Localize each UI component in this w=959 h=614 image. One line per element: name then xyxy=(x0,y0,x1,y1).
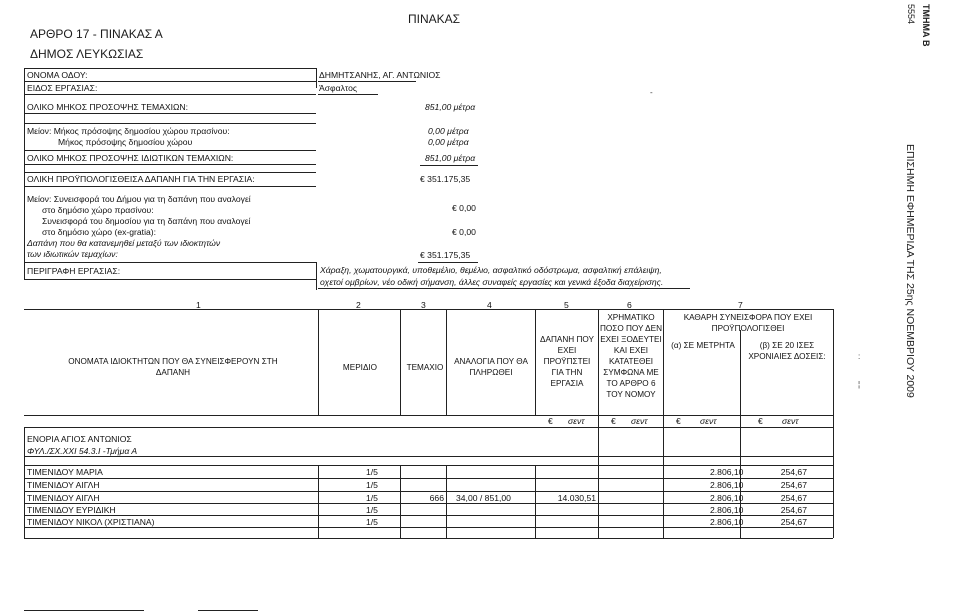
description-line-1: Χάραξη, χωματουργικά, υποθεμέλιο, θεμέλιο, ασφαλτικό οδόστρωμα, ασφαλτική επάλειψη, xyxy=(320,265,662,275)
deposit-column-header: ΧΡΗΜΑΤΙΚΟ ΠΟΣΟ ΠΟΥ ΔΕΝ ΕΧΕΙ ΞΟΔΕΥΤΕΙ ΚΑΙ ΕΧΕΙ ΚΑΤΑΤΕΘΕΙ ΣΥΜΦΩΝΑ ΜΕ ΤΟ ΑΡΘΡΟ 6 ΤΟΥ ΝΟΜΟΥ xyxy=(600,313,662,399)
col-number-7: 7 xyxy=(738,300,743,310)
contrib-state-value: € 0,00 xyxy=(452,227,476,237)
installment-amount: 254,67 xyxy=(780,480,807,490)
owner-share: 1/5 xyxy=(366,505,378,515)
scan-mark: : xyxy=(858,352,861,361)
description-line-2: οχετοί ομβρίων, νέο οδική σήμανση, άλλες συναφείς εργασίες και γενικά έξοδα διαχείρισης. xyxy=(320,277,664,287)
rule xyxy=(318,288,690,289)
cash-amount: 2.806,10 xyxy=(710,517,744,527)
ratio-column-header: ΑΝΑΛΟΓΙΑ ΠΟΥ ΘΑ ΠΛΗΡΩΘΕΙ xyxy=(454,357,528,377)
rule xyxy=(24,150,316,151)
description-label: ΠΕΡΙΓΡΑΦΗ ΕΡΓΑΣΙΑΣ: xyxy=(27,266,121,276)
currency-cent: σεντ xyxy=(700,416,717,426)
rule xyxy=(24,113,316,114)
installment-amount: 254,67 xyxy=(780,467,807,477)
rule xyxy=(316,68,317,88)
contrib-state-label-1: Συνεισφορά του δημοσίου για τη δαπάνη που αναλογεί xyxy=(42,216,251,226)
road-name-value: ΔΗΜΗΤΣΑΝΗΣ, ΑΓ. ΑΝΤΩΝΙΟΣ xyxy=(319,70,441,80)
rule xyxy=(24,94,316,95)
table-rule xyxy=(663,309,664,538)
total-frontage-label: ΟΛΙΚΟ ΜΗΚΟΣ ΠΡΟΣΟΨΗΣ ΤΕΜΑΧΙΩΝ: xyxy=(27,102,188,112)
table-rule xyxy=(535,309,536,415)
table-rule xyxy=(318,309,319,415)
article-title: ΑΡΘΡΟ 17 - ΠΙΝΑΚΑΣ Α xyxy=(30,27,163,41)
table-rule xyxy=(24,456,833,457)
work-type-label: ΕΙΔΟΣ ΕΡΓΑΣΙΑΣ: xyxy=(27,83,98,93)
table-rule xyxy=(24,309,833,310)
rule xyxy=(24,262,316,263)
table-rule xyxy=(446,309,447,415)
parish-label: ΕΝΟΡΙΑ ΑΓΙΟΣ ΑΝΤΩΝΙΟΣ xyxy=(27,434,132,444)
owner-share: 1/5 xyxy=(366,480,378,490)
minus-green-value: 0,00 μέτρα xyxy=(428,126,469,136)
road-name-label: ΟΝΟΜΑ ΟΔΟΥ: xyxy=(27,70,88,80)
contrib-municipality-label-1: Μείον: Συνεισφορά του Δήμου για τη δαπάνη που αναλογεί xyxy=(27,194,251,204)
gazette-number: 5554 xyxy=(906,4,916,25)
owner-name: ΤΙΜΕΝΙΔΟΥ ΑΙΓΛΗ xyxy=(27,493,100,503)
rule xyxy=(418,262,478,263)
currency-euro: € xyxy=(548,416,553,426)
rule xyxy=(24,81,316,82)
rule xyxy=(24,68,25,279)
contrib-state-label-2: στο δημόσιο χώρο (ex-gratia): xyxy=(42,227,157,237)
plot-column-header: ΤΕΜΑΧΙΟ xyxy=(406,363,444,372)
owners-column-header: ΟΝΟΜΑΤΑ ΙΔΙΟΚΤΗΤΩΝ ΠΟΥ ΘΑ ΣΥΝΕΙΣΦΕΡΟΥΝ ΣΤΗ ΔΑΠΑΝΗ xyxy=(68,357,278,377)
table-rule xyxy=(598,309,599,538)
installments-column-header: (β) ΣΕ 20 ΙΣΕΣ ΧΡΟΝΙΑΙΕΣ ΔΟΣΕΙΣ: xyxy=(748,341,826,361)
table-rule xyxy=(24,610,144,611)
rule xyxy=(24,172,316,173)
rule xyxy=(24,186,316,187)
budget-value: € 351.175,35 xyxy=(420,174,471,184)
private-frontage-label: ΟΛΙΚΟ ΜΗΚΟΣ ΠΡΟΣΟΨΗΣ ΙΔΙΩΤΙΚΩΝ ΤΕΜΑΧΙΩΝ: xyxy=(27,153,234,163)
col-number-5: 5 xyxy=(564,300,569,310)
cash-amount: 2.806,10 xyxy=(710,480,744,490)
rule xyxy=(420,165,478,166)
table-rule xyxy=(24,515,833,516)
table-rule xyxy=(400,465,401,538)
contrib-municipality-label-2: στο δημόσιο χώρο πρασίνου: xyxy=(42,205,154,215)
ratio-value: 34,00 / 851,00 xyxy=(456,493,511,503)
installment-amount: 254,67 xyxy=(780,505,807,515)
table-rule xyxy=(24,527,833,528)
owner-name: ΤΙΜΕΝΙΔΟΥ ΜΑΡΙΑ xyxy=(27,467,103,477)
table-rule xyxy=(24,465,833,466)
gazette-title: ΕΠΙΣΗΜΗ ΕΦΗΜΕΡΙΔΑ ΤΗΣ 25ης ΝΟΕΜΒΡΙΟΥ 2009 xyxy=(904,144,916,398)
public-space-value: 0,00 μέτρα xyxy=(428,137,469,147)
share-column-header: ΜΕΡΙΔΙΟ xyxy=(342,363,378,372)
total-frontage-value: 851,00 μέτρα xyxy=(425,102,476,112)
work-type-value: Άσφαλτος xyxy=(319,83,358,93)
gazette-part: ΤΜΗΜΑ Β xyxy=(921,4,931,47)
col-number-6: 6 xyxy=(627,300,632,310)
contrib-municipality-value: € 0,00 xyxy=(452,203,476,213)
cost-value: 14.030,51 xyxy=(557,493,596,503)
owner-share: 1/5 xyxy=(366,517,378,527)
cash-amount: 2.806,10 xyxy=(710,505,744,515)
col-number-3: 3 xyxy=(421,300,426,310)
table-rule xyxy=(24,503,833,504)
installment-amount: 254,67 xyxy=(780,517,807,527)
rule xyxy=(24,164,316,165)
table-rule xyxy=(535,465,536,538)
table-rule xyxy=(24,478,833,479)
scan-mark: ¦ xyxy=(858,380,861,389)
shared-cost-label-2: των ιδιωτικών τεμαχίων: xyxy=(27,249,118,259)
installment-amount: 254,67 xyxy=(780,493,807,503)
col-number-2: 2 xyxy=(356,300,361,310)
municipality-title: ΔΗΜΟΣ ΛΕΥΚΩΣΙΑΣ xyxy=(30,47,144,61)
currency-cent: σεντ xyxy=(568,416,585,426)
sheet-label: ΦΥΛ./ΣΧ.ΧΧΙ 54.3.Ι -Τμήμα Α xyxy=(27,446,138,456)
shared-cost-value: € 351.175,35 xyxy=(420,250,471,260)
currency-cent: σεντ xyxy=(631,416,648,426)
minus-green-label: Μείον: Μήκος πρόσοψης δημοσίου χώρου πρασίνου: xyxy=(27,126,230,136)
table-rule xyxy=(24,427,833,428)
public-space-label: Μήκος πρόσοψης δημοσίου χώρου xyxy=(58,137,193,147)
col-number-4: 4 xyxy=(487,300,492,310)
page-title: ΠΙΝΑΚΑΣ xyxy=(408,12,461,26)
owner-share: 1/5 xyxy=(366,467,378,477)
table-rule xyxy=(24,538,833,539)
rule xyxy=(24,123,316,124)
table-rule xyxy=(833,309,834,538)
table-rule xyxy=(198,610,258,611)
currency-cent: σεντ xyxy=(782,416,799,426)
currency-euro: € xyxy=(676,416,681,426)
currency-euro: € xyxy=(758,416,763,426)
cash-column-header: (α) ΣΕ ΜΕΤΡΗΤΑ xyxy=(671,341,735,350)
net-contribution-header: ΚΑΘΑΡΗ ΣΥΝΕΙΣΦΟΡΑ ΠΟΥ ΕΧΕΙ ΠΡΟΫΠΟΛΟΓΙΣΘΕΙ xyxy=(683,313,813,333)
private-frontage-value: 851,00 μέτρα xyxy=(425,153,476,163)
table-rule xyxy=(24,427,25,538)
owner-name: ΤΙΜΕΝΙΔΟΥ ΑΙΓΛΗ xyxy=(27,480,100,490)
table-rule xyxy=(318,465,319,538)
rule xyxy=(24,68,316,69)
table-rule xyxy=(446,465,447,538)
owner-name: ΤΙΜΕΝΙΔΟΥ ΝΙΚΟΛ (ΧΡΙΣΤΙΑΝΑ) xyxy=(27,517,155,527)
table-rule xyxy=(400,309,401,415)
cash-amount: 2.806,10 xyxy=(710,467,744,477)
rule xyxy=(318,81,416,82)
cash-amount: 2.806,10 xyxy=(710,493,744,503)
rule xyxy=(316,262,317,290)
rule xyxy=(318,94,378,95)
shared-cost-label-1: Δαπάνη που θα κατανεμηθεί μεταξύ των ιδιοκτητών xyxy=(27,238,221,248)
table-rule xyxy=(24,491,833,492)
plot-number: 666 xyxy=(429,493,444,503)
owner-name: ΤΙΜΕΝΙΔΟΥ ΕΥΡΙΔΙΚΗ xyxy=(27,505,116,515)
rule xyxy=(24,279,316,280)
currency-euro: € xyxy=(611,416,616,426)
budget-label: ΟΛΙΚΗ ΠΡΟΫΠΟΛΟΓΙΣΘΕΙΣΑ ΔΑΠΑΝΗ ΓΙΑ ΤΗΝ ΕΡΓΑΣΙΑ: xyxy=(27,174,255,184)
cost-column-header: ΔΑΠΑΝΗ ΠΟΥ ΕΧΕΙ ΠΡΟΫΠΣΤΕΙ ΓΙΑ ΤΗΝ ΕΡΓΑΣΙΑ xyxy=(540,335,594,388)
col-number-1: 1 xyxy=(196,300,201,310)
owner-share: 1/5 xyxy=(366,493,378,503)
stray-mark: - xyxy=(650,88,653,97)
